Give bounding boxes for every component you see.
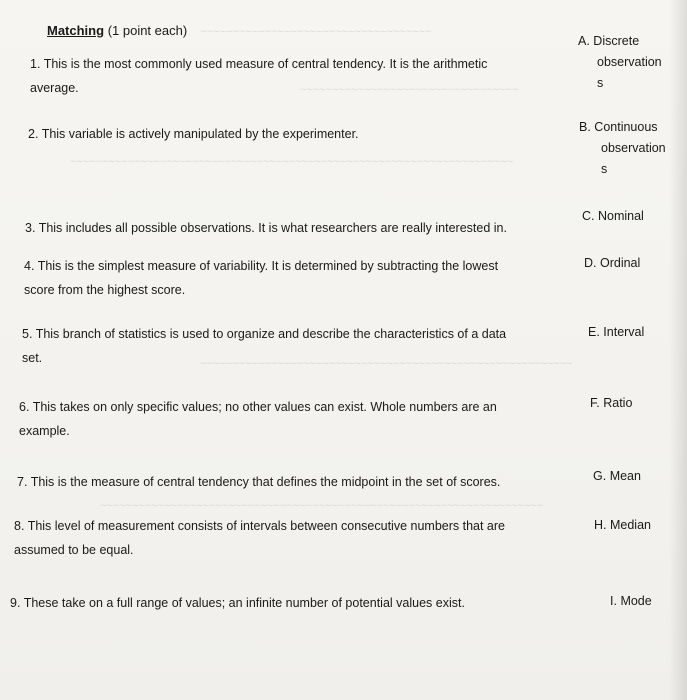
option-letter: D. [584,256,597,270]
question-number: 9. [10,596,21,610]
option-letter: I. [610,594,617,608]
question-number: 1. [30,57,41,71]
option-i [610,591,652,612]
question-6 [19,395,559,443]
question-8 [14,514,579,562]
question-1 [30,52,530,100]
option-h [594,515,651,536]
question-number: 3. [25,221,36,235]
question-text: These take on a full range of values; an infinite number of potential values exist. [23,596,465,610]
question-number: 5. [22,327,33,341]
option-g [593,466,641,487]
bleed-through-text: ~~~~~~~~~~~~~~~~~~~~~~~~~~~~~~~~~~ [300,84,519,96]
bleed-through-text: ~~~~~~~~~~~~~~~~~~~~~~~~~~~~~~~~~~~~~~~~~~~~~~~~~~~~~~~~~~ [200,358,573,370]
question-text: This variable is actively manipulated by the experimenter. [41,127,359,141]
question-text: This is the measure of central tendency that defines the midpoint in the set of scores. [30,475,501,489]
question-text: This includes all possible observations. It is what researchers are really interested in. [38,221,507,235]
option-text: Discrete [593,34,640,48]
option-text-cont: observation [597,55,662,69]
option-text: Median [609,518,651,532]
title-heading: Matching [47,23,105,38]
question-2 [28,122,528,146]
question-text-cont: assumed to be equal. [14,543,134,557]
option-c [582,206,644,227]
question-5 [22,322,567,370]
question-text: This branch of statistics is used to organize and describe the characteristics of a data [35,327,507,341]
question-text-cont: set. [22,351,43,365]
question-number: 7. [17,475,28,489]
question-3 [25,216,565,240]
option-letter: B. [579,120,591,134]
question-text-cont: average. [30,81,79,95]
title-points: (1 point each) [107,23,188,38]
option-e [588,322,644,343]
option-d [584,253,640,274]
bleed-through-text: ~~~~~~~~~~~~~~~~~~~~~~~~~~~~~~~~~~~~~~~~~~~~~~~~~~~~~~~~~~~~~~~~~~~~~ [100,500,544,512]
option-text-cont: s [597,76,604,90]
question-text: This is the simplest measure of variability. It is determined by subtracting the lowest [37,259,499,273]
question-4 [24,254,559,302]
option-text: Mode [620,594,652,608]
option-text-cont: observation [601,141,666,155]
option-text: Ordinal [599,256,641,270]
option-text: Continuous [594,120,658,134]
option-text: Mean [609,469,641,483]
question-text: This takes on only specific values; no other values can exist. Whole numbers are an [32,400,497,414]
page-edge-shadow [669,0,687,700]
bleed-through-text: ~~~~~~~~~~~~~~~~~~~~~~~~~~~~~~~~~~~~ [200,26,432,38]
option-letter: F. [590,396,600,410]
question-text: This level of measurement consists of intervals between consecutive numbers that are [27,519,506,533]
question-text-cont: score from the highest score. [24,283,186,297]
question-7 [17,470,577,494]
option-text: Ratio [603,396,633,410]
bleed-through-text: ~~~~~~~~~~~~~~~~~~~~~~~~~~~~~~~~~~~~~~~~~~~~~~~~~~~~~~~~~~~~~~~~~~~~~ [70,156,514,168]
option-text: Nominal [597,209,644,223]
question-number: 8. [14,519,25,533]
option-text-cont: s [601,162,608,176]
question-number: 6. [19,400,30,414]
option-letter: A. [578,34,590,48]
option-letter: C. [582,209,595,223]
section-title [47,23,187,38]
option-letter: H. [594,518,607,532]
option-b [579,117,666,180]
option-letter: G. [593,469,607,483]
question-number: 4. [24,259,35,273]
option-a [578,31,662,94]
question-text-cont: example. [19,424,70,438]
question-9 [10,591,555,615]
question-number: 2. [28,127,39,141]
option-f [590,393,632,414]
question-text: This is the most commonly used measure of central tendency. It is the arithmetic [43,57,488,71]
option-text: Interval [603,325,645,339]
option-letter: E. [588,325,600,339]
